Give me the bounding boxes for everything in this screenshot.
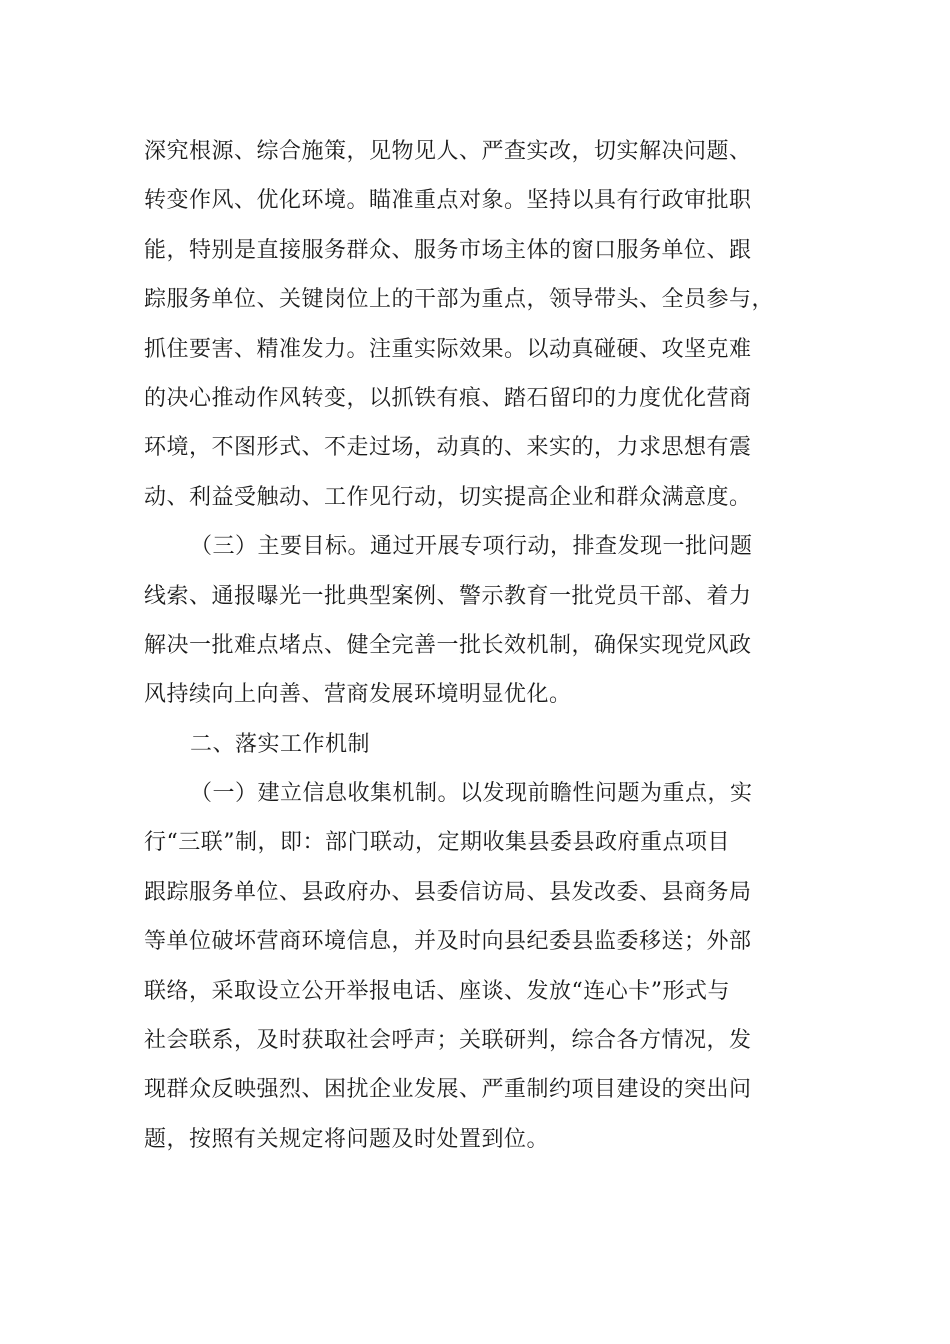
text-line: 转变作风、优化环境。瞄准重点对象。坚持以具有行政审批职 bbox=[144, 188, 752, 214]
text-line: 解决一批难点堵点、健全完善一批长效机制，确保实现党风政 bbox=[144, 632, 752, 658]
text-line: 环境，不图形式、不走过场，动真的、来实的，力求思想有震 bbox=[144, 435, 752, 461]
text-line: 踪服务单位、关键岗位上的干部为重点，领导带头、全员参与， bbox=[144, 287, 775, 313]
text-line: 联络，采取设立公开举报电话、座谈、发放“连心卡”形式与 bbox=[144, 978, 730, 1004]
section-heading-work-mechanism: 二、落实工作机制 bbox=[190, 731, 371, 757]
paragraph-heading-main-goals: （三）主要目标。通过开展专项行动，排查发现一批问题 bbox=[190, 534, 753, 560]
text-line: 行“三联”制，即：部门联动，定期收集县委县政府重点项目 bbox=[144, 830, 730, 856]
text-line: 动、利益受触动、工作见行动，切实提高企业和群众满意度。 bbox=[144, 484, 752, 510]
text-line: 现群众反映强烈、困扰企业发展、严重制约项目建设的突出问 bbox=[144, 1077, 752, 1103]
paragraph-heading-info-collection: （一）建立信息收集机制。以发现前瞻性问题为重点，实 bbox=[190, 781, 753, 807]
text-line: 题，按照有关规定将问题及时处置到位。 bbox=[144, 1126, 550, 1152]
text-line: 跟踪服务单位、县政府办、县委信访局、县发改委、县商务局 bbox=[144, 879, 752, 905]
text-line: 线索、通报曝光一批典型案例、警示教育一批党员干部、着力 bbox=[144, 583, 752, 609]
text-line: 风持续向上向善、营商发展环境明显优化。 bbox=[144, 682, 572, 708]
text-line: 能，特别是直接服务群众、服务市场主体的窗口服务单位、跟 bbox=[144, 237, 752, 263]
text-line: 深究根源、综合施策，见物见人、严查实改，切实解决问题、 bbox=[144, 139, 752, 164]
body-text bbox=[144, 127, 824, 1164]
text-line: 等单位破坏营商环境信息，并及时向县纪委县监委移送；外部 bbox=[144, 929, 752, 955]
text-line: 社会联系，及时获取社会呼声；关联研判，综合各方情况，发 bbox=[144, 1028, 752, 1054]
text-line: 抓住要害、精准发力。注重实际效果。以动真碰硬、攻坚克难 bbox=[144, 336, 752, 362]
text-line: 的决心推动作风转变，以抓铁有痕、踏石留印的力度优化营商 bbox=[144, 385, 752, 411]
